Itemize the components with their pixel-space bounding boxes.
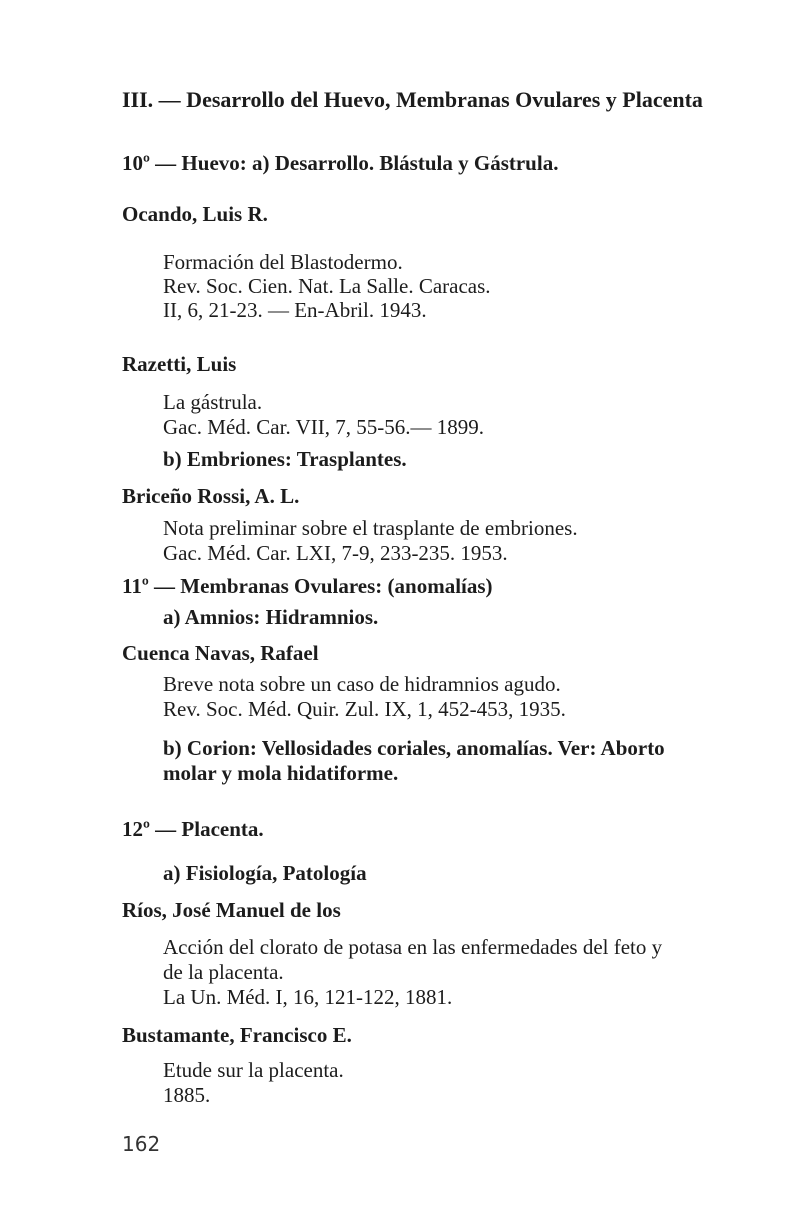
entry-line: Acción del clorato de potasa en las enfermedades del feto y	[163, 935, 663, 959]
subheading-embriones: b) Embriones: Trasplantes.	[163, 447, 407, 471]
section-10-heading: 10º — Huevo: a) Desarrollo. Blástula y Gástrula.	[122, 151, 559, 175]
entry-author: Ríos, José Manuel de los	[122, 898, 341, 922]
entry-line: Rev. Soc. Méd. Quir. Zul. IX, 1, 452-453, 1935.	[163, 697, 566, 721]
page-number: 162	[122, 1132, 161, 1156]
entry-author: Razetti, Luis	[122, 352, 237, 376]
entry-line: Rev. Soc. Cien. Nat. La Salle. Caracas.	[163, 274, 491, 298]
entry-line: II, 6, 21-23. — En-Abril. 1943.	[163, 298, 427, 322]
entry-line: La gástrula.	[163, 390, 263, 414]
subheading-corion: b) Corion: Vellosidades coriales, anomalías. Ver: Aborto	[163, 736, 665, 760]
entry-line: Formación del Blastodermo.	[163, 250, 403, 274]
entry-line: Nota preliminar sobre el trasplante de embriones.	[163, 516, 578, 540]
subheading-corion-cont: molar y mola hidatiforme.	[163, 761, 399, 785]
entry-line: Gac. Méd. Car. LXI, 7-9, 233-235. 1953.	[163, 541, 508, 565]
entry-author: Ocando, Luis R.	[122, 202, 268, 226]
section-11-heading: 11º — Membranas Ovulares: (anomalías)	[122, 574, 493, 598]
entry-line: La Un. Méd. I, 16, 121-122, 1881.	[163, 985, 453, 1009]
entry-author: Cuenca Navas, Rafael	[122, 641, 319, 665]
section-12-heading: 12º — Placenta.	[122, 817, 264, 841]
entry-line: Etude sur la placenta.	[163, 1058, 344, 1082]
entry-line: 1885.	[163, 1083, 211, 1107]
entry-line: de la placenta.	[163, 960, 284, 984]
entry-line: Gac. Méd. Car. VII, 7, 55-56.— 1899.	[163, 415, 484, 439]
subheading-amnios: a) Amnios: Hidramnios.	[163, 605, 379, 629]
entry-author: Bustamante, Francisco E.	[122, 1023, 352, 1047]
section-header: III. — Desarrollo del Huevo, Membranas Ovulares y Placenta	[122, 87, 703, 112]
entry-line: Breve nota sobre un caso de hidramnios agudo.	[163, 672, 561, 696]
entry-author: Briceño Rossi, A. L.	[122, 484, 300, 508]
subheading-fisiologia: a) Fisiología, Patología	[163, 861, 367, 885]
